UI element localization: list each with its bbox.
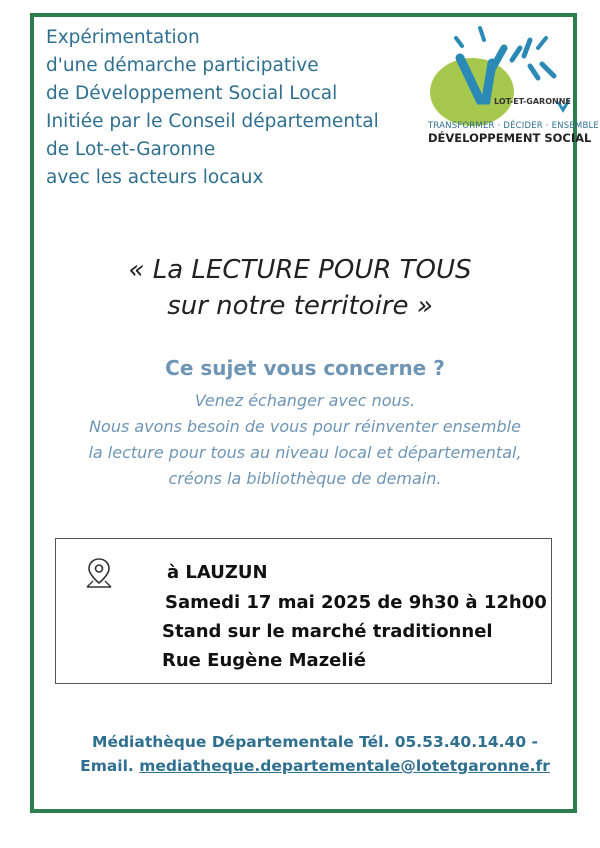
email-link[interactable]: mediatheque.departementale@lotetgaronne.fr	[139, 757, 550, 775]
body-line: Nous avons besoin de vous pour réinventer ensemble	[89, 417, 521, 436]
email-label: Email.	[80, 757, 134, 775]
event-street: Rue Eugène Mazelié	[162, 650, 366, 671]
title-line-1: « La LECTURE POUR TOUS	[128, 255, 472, 285]
title-line-2: sur notre territoire »	[167, 291, 433, 321]
location-pin-icon	[84, 556, 114, 590]
logo-subtitle: DÉVELOPPEMENT SOCIAL	[428, 131, 592, 145]
intro-line: d'une démarche participative	[46, 55, 319, 76]
intro-line: avec les acteurs locaux	[46, 167, 264, 188]
intro-line: Expérimentation	[46, 27, 200, 48]
question-heading: Ce sujet vous concerne ?	[165, 356, 445, 380]
body-line: créons la bibliothèque de demain.	[168, 469, 442, 488]
invitation-text	[0, 388, 600, 492]
intro-line: Initiée par le Conseil départemental	[46, 111, 379, 132]
event-place: à LAUZUN	[167, 562, 268, 583]
page-title	[0, 252, 600, 324]
body-line: Venez échanger avec nous.	[194, 391, 416, 410]
body-line: la lecture pour tous au niveau local et départemental,	[88, 443, 522, 462]
event-stand: Stand sur le marché traditionnel	[162, 621, 493, 642]
intro-block	[46, 24, 416, 192]
phone-line: Médiathèque Départementale Tél. 05.53.40.14.40 -	[92, 733, 538, 751]
intro-line: de Lot-et-Garonne	[46, 139, 216, 160]
logo-tagline: TRANSFORMER · DÉCIDER · ENSEMBLE	[428, 121, 599, 131]
intro-line: de Développement Social Local	[46, 83, 338, 104]
event-date: Samedi 17 mai 2025 de 9h30 à 12h00	[165, 592, 547, 613]
logo-name: LOT-ET-GARONNE	[494, 97, 571, 106]
contact-footer	[0, 730, 600, 778]
email-line	[0, 754, 600, 778]
